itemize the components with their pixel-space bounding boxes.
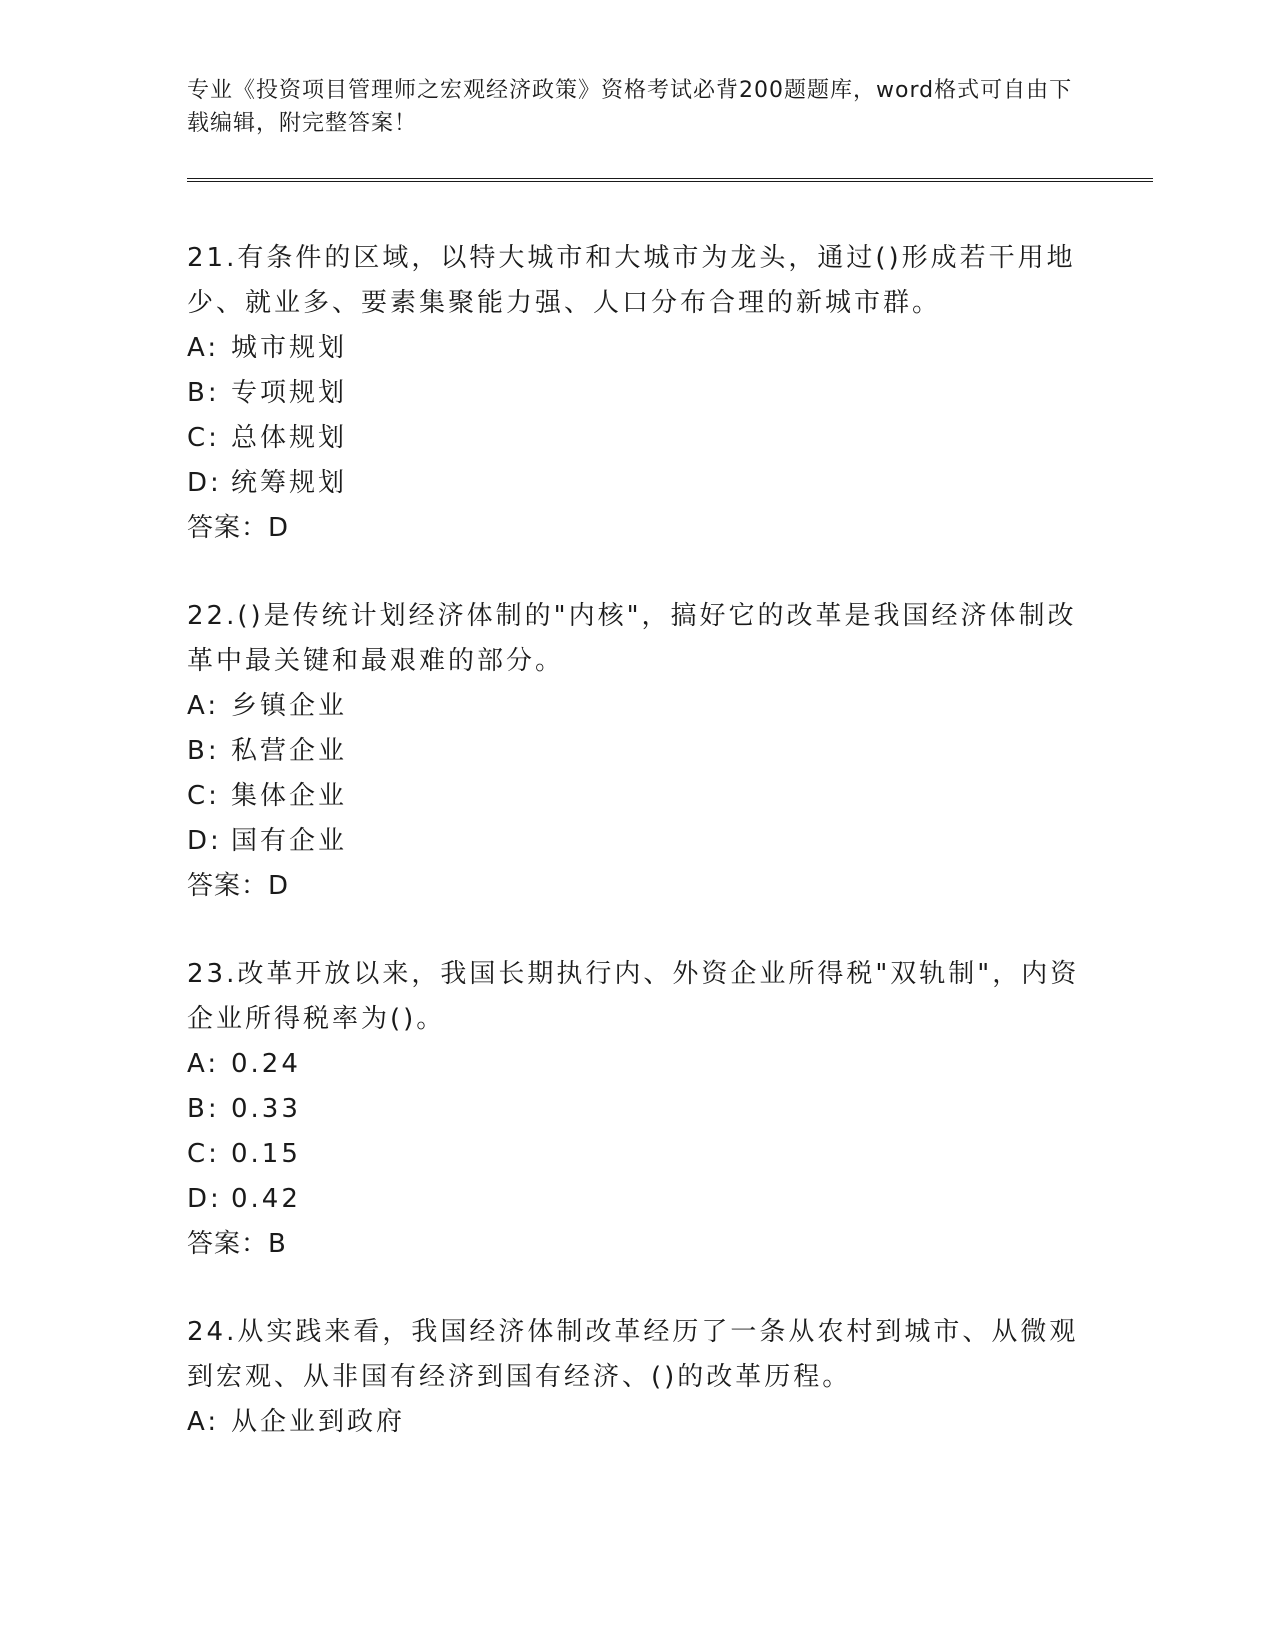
answer: 答案：D (187, 871, 290, 901)
option-d (187, 1177, 1087, 1222)
option-letter: D: (187, 826, 222, 856)
option-text: 国有企业 (231, 826, 348, 856)
option-letter: A: (187, 333, 220, 363)
question-22 (187, 594, 1087, 909)
question-stem: 21.有条件的区域，以特大城市和大城市为龙头，通过()形成若干用地少、就业多、要素集聚能力强、人口分布合理的新城市群。 (187, 243, 1076, 318)
option-text: 0.42 (231, 1184, 301, 1214)
option-text: 总体规划 (231, 423, 348, 453)
option-letter: C: (187, 423, 220, 453)
option-text: 0.24 (231, 1049, 301, 1079)
option-letter: B: (187, 736, 220, 766)
answer: 答案：B (187, 1229, 287, 1259)
document-header (187, 74, 1087, 140)
option-letter: D: (187, 1184, 222, 1214)
option-text: 0.33 (231, 1094, 301, 1124)
option-letter: B: (187, 378, 220, 408)
option-d (187, 819, 1087, 864)
option-a (187, 1400, 1087, 1445)
question-stem: 22.()是传统计划经济体制的"内核"，搞好它的改革是我国经济体制改革中最关键和最艰难的部分。 (187, 601, 1077, 676)
option-a (187, 684, 1087, 729)
option-text: 私营企业 (231, 736, 348, 766)
option-letter: A: (187, 1049, 220, 1079)
option-text: 集体企业 (231, 781, 348, 811)
option-letter: B: (187, 1094, 220, 1124)
question-21 (187, 236, 1087, 551)
option-text: 乡镇企业 (231, 691, 348, 721)
option-text: 0.15 (231, 1139, 301, 1169)
option-text: 城市规划 (231, 333, 348, 363)
question-stem: 24.从实践来看，我国经济体制改革经历了一条从农村到城市、从微观到宏观、从非国有经济到国有经济、()的改革历程。 (187, 1317, 1079, 1392)
option-c (187, 774, 1087, 819)
header-divider (187, 178, 1153, 182)
question-24 (187, 1310, 1087, 1445)
option-letter: A: (187, 1407, 220, 1437)
option-letter: C: (187, 1139, 220, 1169)
option-a (187, 1042, 1087, 1087)
option-c (187, 416, 1087, 461)
option-text: 从企业到政府 (231, 1407, 406, 1437)
option-c (187, 1132, 1087, 1177)
option-a (187, 326, 1087, 371)
option-b (187, 371, 1087, 416)
question-list (187, 236, 1087, 1488)
option-letter: A: (187, 691, 220, 721)
option-d (187, 461, 1087, 506)
option-b (187, 1087, 1087, 1132)
question-23 (187, 952, 1087, 1267)
option-letter: C: (187, 781, 220, 811)
option-b (187, 729, 1087, 774)
option-text: 统筹规划 (231, 468, 348, 498)
question-stem: 23.改革开放以来，我国长期执行内、外资企业所得税"双轨制"，内资企业所得税率为()。 (187, 959, 1080, 1034)
document-title: 专业《投资项目管理师之宏观经济政策》资格考试必背200题题库，word格式可自由下载编辑，附完整答案！ (187, 78, 1073, 136)
option-text: 专项规划 (231, 378, 348, 408)
answer: 答案：D (187, 513, 290, 543)
option-letter: D: (187, 468, 222, 498)
